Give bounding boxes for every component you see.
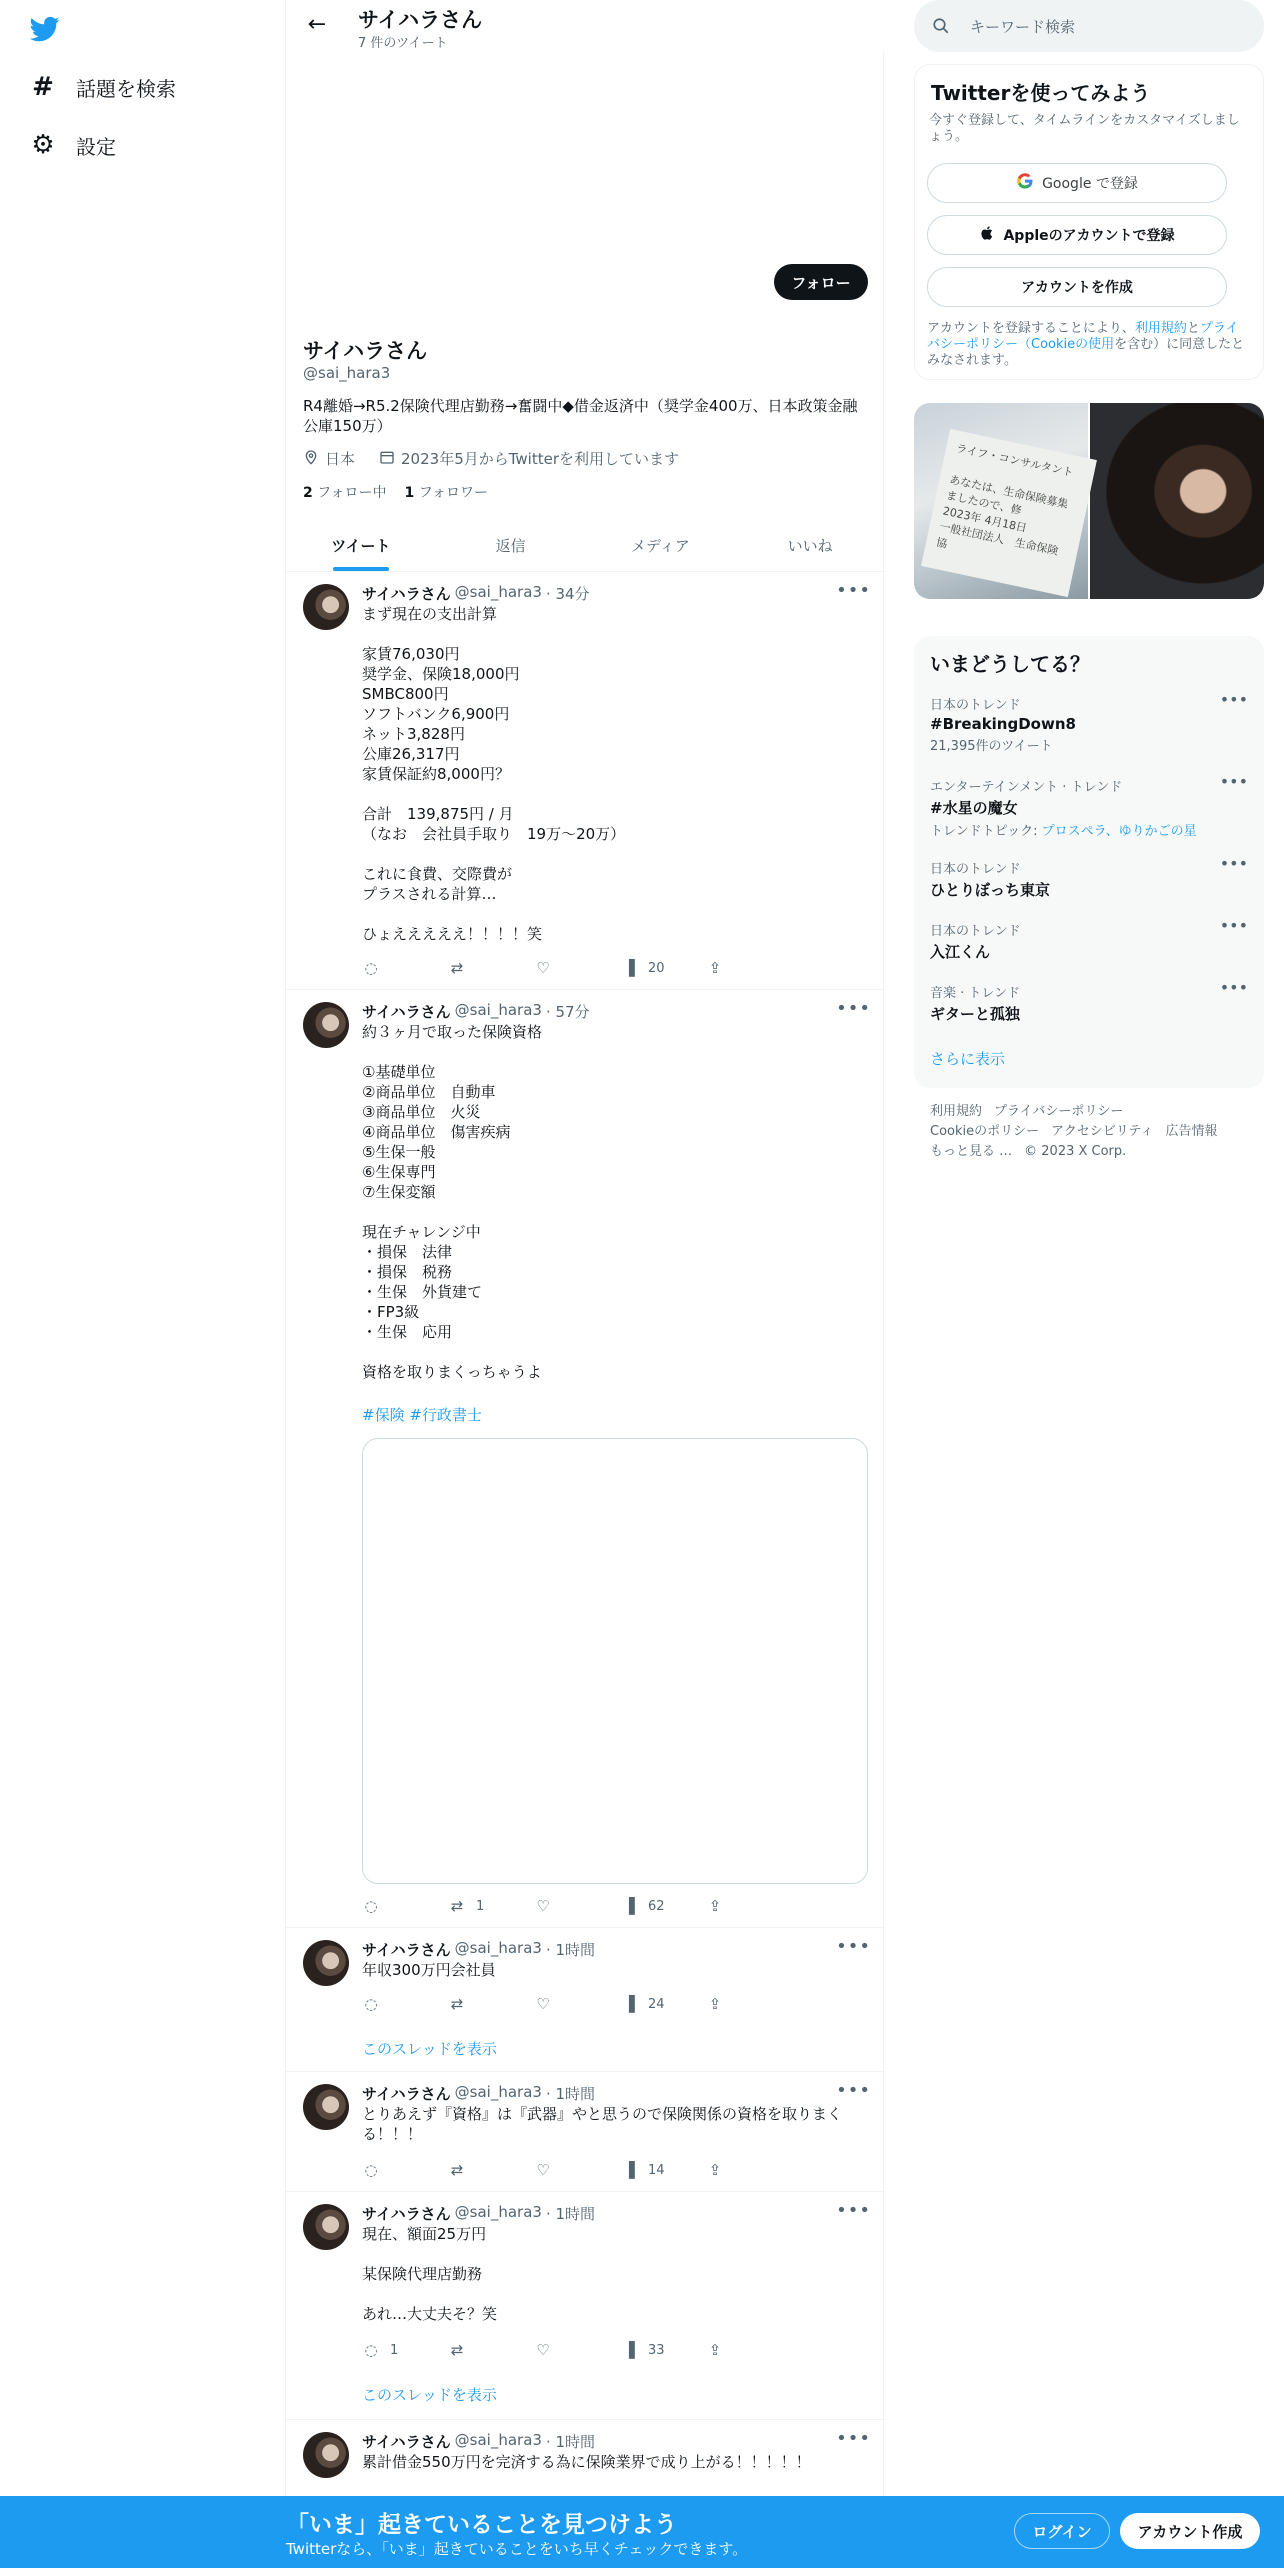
login-button[interactable]: ログイン [1014, 2513, 1110, 2549]
reply-button[interactable] [362, 1994, 448, 2014]
profile-name: サイハラさん [303, 339, 428, 363]
avatar[interactable] [303, 2084, 349, 2130]
profile-bio: R4離婚→R5.2保険代理店勤務→奮闘中◆借金返済中（奨学金400万、日本政策金融公庫150万） [303, 397, 858, 435]
retweet-count: 1 [476, 1898, 485, 1914]
signup-button[interactable]: アカウント作成 [1120, 2513, 1260, 2549]
avatar[interactable] [303, 2204, 349, 2250]
tweet-author-handle: @sai_hara3 [454, 2431, 542, 2449]
reply-button[interactable] [362, 958, 448, 978]
views-chart-icon: ▐ [623, 959, 635, 977]
share-icon: ⇪ [708, 2161, 722, 2179]
reply-icon: ◌ [364, 2161, 378, 2179]
nav-explore-label: 話題を検索 [76, 76, 176, 101]
search-input[interactable]: キーワード検索 [970, 17, 1076, 36]
views-count: 24 [648, 1996, 665, 2012]
footer-more-link[interactable]: もっと見る … [930, 1144, 1013, 1159]
profile-follow-stats [303, 482, 488, 502]
heart-icon: ♡ [536, 2161, 550, 2179]
trend-item[interactable] [930, 772, 1248, 839]
like-button[interactable] [534, 958, 620, 978]
tweet[interactable] [286, 2192, 885, 2420]
more-options-icon[interactable]: ••• [1219, 854, 1248, 873]
footer-links [930, 1102, 1250, 1162]
like-button[interactable] [534, 1994, 620, 2014]
reply-icon: ◌ [364, 1897, 378, 1915]
reply-button[interactable] [362, 1896, 448, 1916]
search-icon [932, 17, 950, 35]
views-chart-icon: ▐ [623, 2161, 635, 2179]
heart-icon: ♡ [536, 959, 550, 977]
trend-context: 日本のトレンド [930, 862, 1021, 877]
profile-timeline [285, 0, 884, 2568]
tweet-text: 現在、額面25万円 某保険代理店勤務 あれ…大丈夫そ？笑 [362, 2225, 498, 2323]
profile-location: 日本 [325, 450, 356, 468]
reply-icon: ◌ [364, 1995, 378, 2013]
tweet-author-handle: @sai_hara3 [454, 1001, 542, 1019]
heart-icon: ♡ [536, 1995, 550, 2013]
tweet-author-handle: @sai_hara3 [454, 2083, 542, 2101]
avatar[interactable] [303, 2432, 349, 2478]
nav-settings-label: 設定 [76, 134, 116, 159]
footer-terms-link[interactable]: 利用規約 [930, 1104, 983, 1119]
tweet-text: とりあえず『資格』は『武器』やと思うので保険関係の資格を取りまくる！！！ [362, 2105, 843, 2143]
terms-text-b: と [1186, 321, 1200, 336]
certificate-document-image: ライフ・コンサルタント あなたは、生命保険募集 ましたので、修 2023年 4月18日 一般社団法人 生命保険協 [921, 429, 1097, 597]
profile-tabs [286, 520, 885, 572]
retweet-icon: ⇄ [450, 959, 464, 977]
retweet-button[interactable] [448, 2160, 534, 2180]
profile-media-grid [914, 403, 1264, 599]
more-options-icon[interactable]: ••• [836, 1936, 871, 1957]
signup-subtitle: 今すぐ登録して、タイムラインをカスタマイズしましょう。 [929, 113, 1240, 144]
trend-context: 日本のトレンド [930, 924, 1021, 939]
following-link[interactable] [303, 482, 387, 502]
views-button[interactable] [620, 1994, 706, 2014]
tweet-time[interactable]: · 1時間 [545, 2205, 596, 2223]
media-thumbnail-woman-phone[interactable] [1090, 403, 1264, 599]
tweet-author-handle: @sai_hara3 [454, 1939, 542, 1957]
nav-settings[interactable] [30, 125, 116, 165]
follow-button[interactable]: フォロー [774, 264, 868, 300]
privacy-link[interactable]: プライバシーポリシー（Cookieの使用 [927, 321, 1239, 352]
more-options-icon[interactable]: ••• [1219, 916, 1248, 935]
location-icon [303, 449, 319, 469]
retweet-button[interactable] [448, 958, 534, 978]
profile-meta [303, 448, 679, 469]
more-options-icon[interactable]: ••• [1219, 690, 1248, 709]
reply-count: 1 [390, 2342, 399, 2358]
more-options-icon[interactable]: ••• [836, 2200, 871, 2221]
create-account-button[interactable] [927, 267, 1227, 307]
google-signup-button[interactable] [927, 163, 1227, 203]
tab-media[interactable]: メディア [630, 537, 690, 555]
followers-label: フォロワー [418, 485, 489, 501]
trend-topic-label: トレンドトピック: [930, 824, 1042, 839]
tweet-author-name[interactable]: サイハラさん [362, 2433, 451, 2451]
tab-replies[interactable]: 返信 [495, 537, 526, 555]
trend-context: 音楽 · トレンド [930, 986, 1021, 1001]
followers-count: 1 [404, 485, 415, 501]
show-thread-link[interactable]: このスレッドを表示 [362, 2386, 497, 2404]
terms-text-c: を含む）に同意したとみなされます。 [927, 337, 1245, 368]
retweet-button[interactable] [448, 2340, 534, 2360]
left-nav [0, 0, 285, 2568]
share-icon: ⇪ [708, 959, 722, 977]
tweet-actions [362, 1896, 792, 1916]
tab-likes[interactable]: いいね [787, 537, 833, 555]
retweet-icon: ⇄ [450, 1995, 464, 2013]
views-button[interactable] [620, 2340, 706, 2360]
more-options-icon[interactable]: ••• [836, 2428, 871, 2449]
tweet-author-name[interactable]: サイハラさん [362, 2085, 451, 2103]
footer-cookie-link[interactable]: Cookieのポリシー [930, 1124, 1040, 1139]
retweet-button[interactable] [448, 1994, 534, 2014]
tweet[interactable] [286, 1928, 885, 2072]
search-bar[interactable] [914, 0, 1264, 52]
apple-icon [979, 224, 995, 246]
avatar[interactable] [303, 584, 349, 630]
tweet-text: まず現在の支出計算 家賃76,030円 奨学金、保険18,000円 SMBC800円 ソフトバンク6,900円 ネット3,828円 公庫26,317円 家賃保証約8,000円？ 合計 139,875円 / 月 （なお 会社員手取り 19万〜20万） これに食費、交際費が プラスされる計算… ひょえええええ！！！！笑 [362, 605, 626, 943]
google-signup-label: Google で登録 [1042, 176, 1138, 192]
bottom-bar-subtitle: Twitterなら、「いま」起きていることをいち早くチェックできます。 [286, 2540, 748, 2558]
like-button[interactable] [534, 2160, 620, 2180]
share-button[interactable] [706, 1896, 792, 1916]
hash-icon: # [32, 72, 54, 102]
views-button[interactable] [620, 2160, 706, 2180]
signup-title: Twitterを使ってみよう [931, 81, 1151, 105]
trend-title: ひとりぼっち東京 [930, 881, 1051, 899]
nav-explore[interactable] [30, 67, 176, 107]
share-button[interactable] [706, 2340, 792, 2360]
signup-card [914, 64, 1264, 380]
tweet-author-handle: @sai_hara3 [454, 583, 542, 601]
show-thread-link[interactable]: このスレッドを表示 [362, 2040, 497, 2058]
tweet-author-name[interactable]: サイハラさん [362, 585, 451, 603]
following-count: 2 [303, 485, 313, 501]
more-options-icon[interactable]: ••• [1219, 772, 1248, 791]
trend-context: 日本のトレンド [930, 698, 1021, 713]
google-icon [1016, 172, 1034, 194]
views-count: 14 [648, 2162, 665, 2178]
terms-link[interactable]: 利用規約 [1134, 321, 1187, 336]
following-label: フォロー中 [317, 485, 387, 501]
tweet-author-name[interactable]: サイハラさん [362, 1003, 451, 1021]
retweet-icon: ⇄ [450, 2341, 464, 2359]
trend-title: #水星の魔女 [930, 799, 1018, 817]
followers-link[interactable] [405, 482, 489, 502]
tweet[interactable] [286, 990, 885, 1928]
tweet-actions [362, 2340, 792, 2360]
profile-header-bar [286, 0, 885, 52]
trend-item[interactable] [930, 916, 1248, 962]
share-icon: ⇪ [708, 2341, 722, 2359]
media-thumbnail-certificate[interactable] [914, 403, 1088, 599]
retweet-icon: ⇄ [450, 2161, 464, 2179]
login-prompt-bar [0, 2496, 1284, 2568]
profile-joined: 2023年5月からTwitterを利用しています [401, 450, 680, 468]
tweet[interactable] [286, 2072, 885, 2192]
share-button[interactable] [706, 1994, 792, 2014]
trend-count: 21,395件のツイート [930, 739, 1053, 754]
gear-icon: ⚙ [31, 130, 55, 160]
trend-item[interactable] [930, 978, 1248, 1024]
footer-copyright: © 2023 X Corp. [1024, 1144, 1127, 1159]
retweet-icon: ⇄ [450, 1897, 464, 1915]
apple-signup-button[interactable] [927, 215, 1227, 255]
tweet-author-name[interactable]: サイハラさん [362, 2205, 451, 2223]
heart-icon: ♡ [536, 1897, 550, 1915]
footer-accessibility-link[interactable]: アクセシビリティ [1051, 1124, 1154, 1139]
more-options-icon[interactable]: ••• [836, 2080, 871, 2101]
create-account-label: アカウントを作成 [1021, 280, 1133, 296]
trend-topic [930, 820, 1248, 839]
signup-terms [927, 321, 1249, 369]
tweet-time[interactable]: · 57分 [545, 1003, 590, 1021]
trend-item[interactable] [930, 854, 1248, 900]
trends-title: いまどうしてる？ [930, 652, 1090, 676]
tweet-author-handle: @sai_hara3 [454, 2203, 542, 2221]
tweet-media[interactable] [362, 1438, 868, 1884]
bottom-bar-title: 「いま」起きていることを見つけよう [286, 2512, 677, 2538]
calendar-icon [379, 449, 395, 469]
share-button[interactable] [706, 958, 792, 978]
avatar[interactable] [303, 1940, 349, 1986]
share-icon: ⇪ [708, 1897, 722, 1915]
terms-text-a: アカウントを登録することにより、 [927, 321, 1135, 336]
footer-privacy-link[interactable]: プライバシーポリシー [994, 1104, 1124, 1119]
reply-icon: ◌ [364, 2341, 378, 2359]
views-count: 20 [648, 960, 665, 976]
reply-button[interactable] [362, 2160, 448, 2180]
trend-title: ギターと孤独 [930, 1005, 1020, 1023]
trend-context: エンターテインメント · トレンド [930, 780, 1123, 795]
tweet-author-name[interactable]: サイハラさん [362, 1941, 451, 1959]
tweet-hashtags[interactable]: #保険 #行政書士 [362, 1406, 482, 1424]
apple-signup-label: Appleのアカウントで登録 [1003, 228, 1175, 244]
tweet-time[interactable]: · 34分 [545, 585, 590, 603]
tweet-text: 約３ヶ月で取った保険資格 ①基礎単位 ②商品単位 自動車 ③商品単位 火災 ④商品単位 傷害疾病 ⑤生保一般 ⑥生保専門 ⑦生保変額 現在チャレンジ中 ・損保 法律 ・損保 税務 ・生保 外貨建て ・FP3級 ・生保 応用 資格を取りまくっちゃうよ [362, 1023, 543, 1381]
trend-topic-links[interactable]: プロスペラ、ゆりかごの星 [1041, 824, 1197, 839]
back-arrow-icon[interactable]: ← [307, 12, 327, 37]
views-chart-icon: ▐ [623, 1897, 635, 1915]
tweet-text: 年収300万円会社員 [362, 1961, 496, 1979]
views-chart-icon: ▐ [623, 2341, 635, 2359]
header-tweet-count: 7 件のツイート [358, 36, 448, 51]
like-button[interactable] [534, 2340, 620, 2360]
views-chart-icon: ▐ [623, 1995, 635, 2013]
profile-handle: @sai_hara3 [303, 364, 391, 382]
more-options-icon[interactable]: ••• [836, 580, 871, 601]
share-icon: ⇪ [708, 1995, 722, 2013]
trends-panel [914, 636, 1264, 1088]
more-options-icon[interactable]: ••• [836, 998, 871, 1019]
tweet-actions [362, 1994, 792, 2014]
tab-tweets[interactable]: ツイート [286, 520, 436, 571]
header-title: サイハラさん [358, 8, 483, 32]
reply-button[interactable] [362, 2340, 448, 2360]
like-button[interactable] [534, 1896, 620, 1916]
views-count: 33 [648, 2342, 665, 2358]
tweet-time[interactable]: · 1時間 [545, 2433, 596, 2451]
tweet-time[interactable]: · 1時間 [545, 1941, 596, 1959]
footer-ads-link[interactable]: 広告情報 [1165, 1124, 1218, 1139]
trend-title: 入江くん [930, 943, 991, 961]
more-options-icon[interactable]: ••• [1219, 978, 1248, 997]
share-button[interactable] [706, 2160, 792, 2180]
trend-item[interactable] [930, 690, 1248, 754]
twitter-logo-icon[interactable] [28, 14, 62, 44]
tweet-actions [362, 958, 792, 978]
reply-icon: ◌ [364, 959, 378, 977]
avatar[interactable] [303, 1002, 349, 1048]
tweet[interactable] [286, 572, 885, 990]
views-button[interactable] [620, 958, 706, 978]
show-more-trends-link[interactable]: さらに表示 [930, 1050, 1006, 1068]
views-button[interactable] [620, 1896, 706, 1916]
trend-title: #BreakingDown8 [930, 715, 1076, 733]
heart-icon: ♡ [536, 2341, 550, 2359]
tweet-actions [362, 2160, 792, 2180]
tweet-time[interactable]: · 1時間 [545, 2085, 596, 2103]
tweet-text: 累計借金550万円を完済する為に保険業界で成り上がる！！！！！ [362, 2453, 811, 2471]
retweet-button[interactable] [448, 1896, 534, 1916]
views-count: 62 [648, 1898, 665, 1914]
